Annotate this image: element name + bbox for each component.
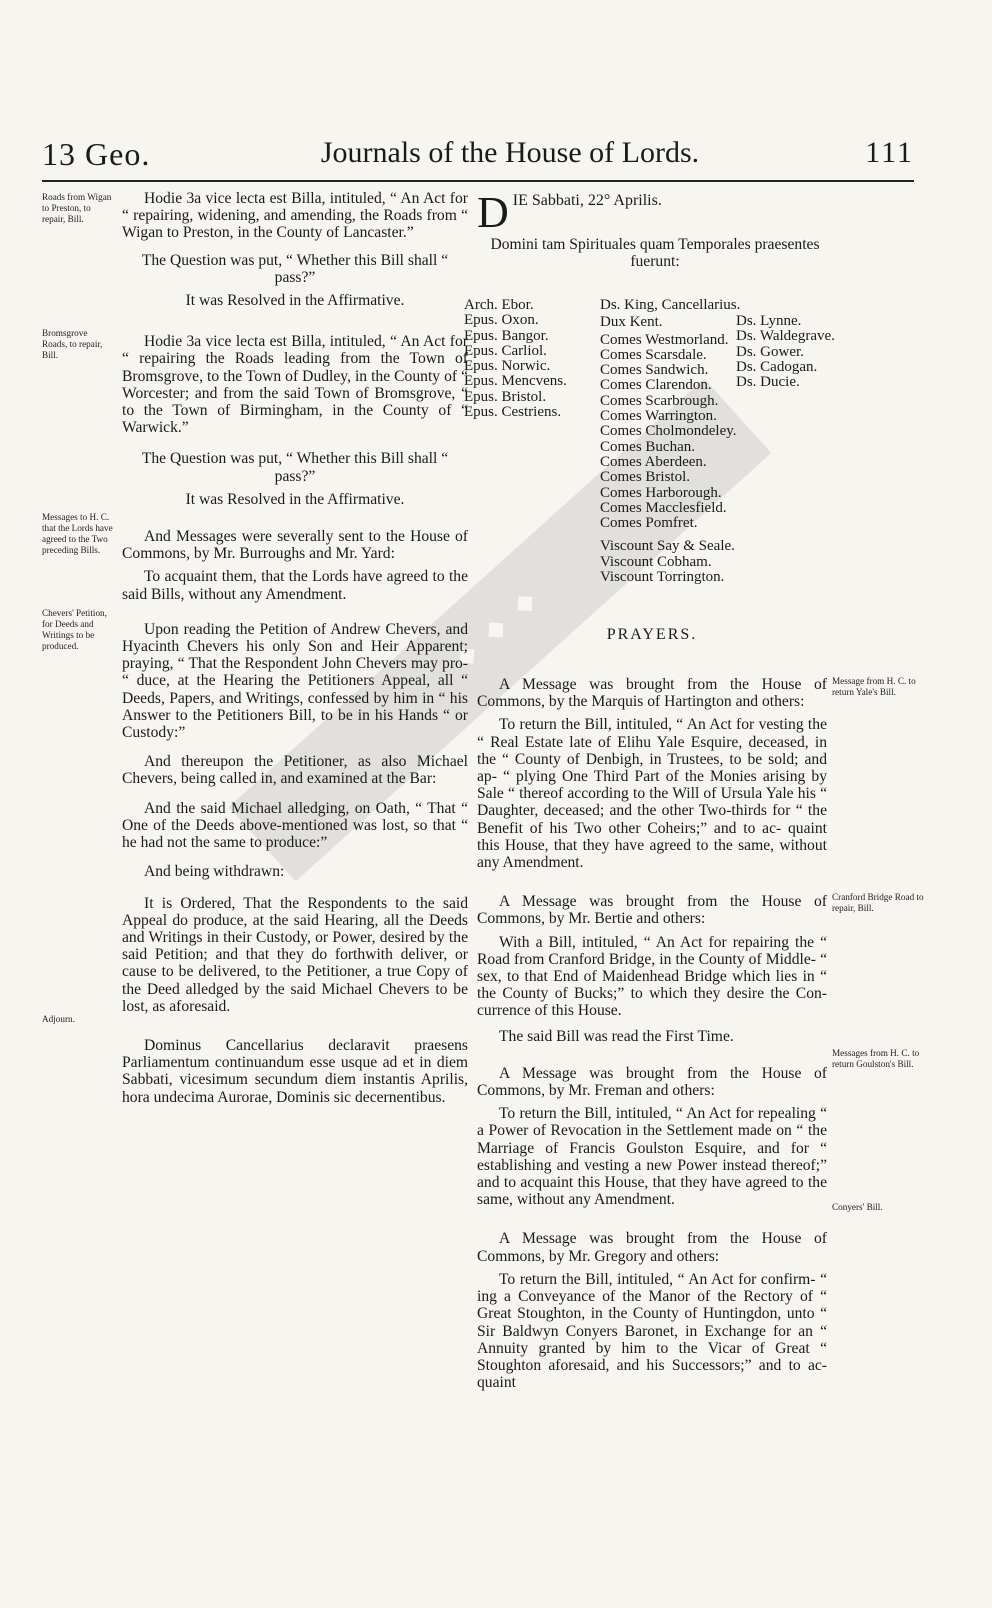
drop-cap: D <box>477 188 509 237</box>
paragraph: With a Bill, intituled, “ An Act for repairing the “ Road from Cranford Bridge, in the County of Middle- “ sex, to that End of Maidenhead Bridge which lies in “ the County of Bucks;” to which they desire the Con- currence of this House. <box>477 933 827 1020</box>
paragraph: It was Resolved in the Affirmative. <box>185 292 405 310</box>
paragraph: A Message was brought from the House of Commons, by Mr. Gregory and others: <box>477 1230 827 1265</box>
paragraph: The said Bill was read the First Time. <box>499 1027 734 1045</box>
temporal-lords-list <box>600 298 740 585</box>
barons-list <box>736 314 835 390</box>
lord-entry: Comes Harborough. <box>600 484 722 501</box>
paragraph: Upon reading the Petition of Andrew Chevers, and Hyacinth Chevers his only Son and Heir Apparent; praying, “ That the Respondent John Chevers may pro- “ duce, at the Hearing the Petitioners Appeal, all “ Deeds, Papers, and Writings, confessed by him in “ his Answer to the Petitioners Bill, to be in his Hands “ or Custody:” <box>122 620 468 742</box>
page-number: 111 <box>865 136 914 169</box>
paragraph: To return the Bill, intituled, “ An Act for vesting the “ Real Estate late of Elihu Yale Esquire, deceased, in the “ County of Denbigh, in Trustees, to be sold; and ap- “ plying One Third Part of the Monies arising by Sale “ thereof according to the Will of Ursula Yale his “ Daughter, deceased; and the other Two-thirds for “ the Benefit of his Two other Coheirs;” and to ac- quaint this House, that they have agreed to the same, without any Amendment. <box>477 716 827 872</box>
margin-note: Messages to H. C. that the Lords have agreed to the Two preceding Bills. <box>42 512 113 555</box>
lord-entry: Epus. Cestriens. <box>464 404 562 421</box>
lord-entry: Comes Westmorland. <box>600 331 729 348</box>
paragraph: And thereupon the Petitioner, as also Michael Chevers, being called in, and examined at the Bar: <box>122 753 468 788</box>
paragraph: And the said Michael alledging, on Oath, “ That “ One of the Deeds above-mentioned was lost, so that “ he had not the same to produce:” <box>122 799 468 852</box>
lord-entry: Arch. Ebor. <box>464 297 534 313</box>
date-line: IE Sabbati, 22° Aprilis. <box>512 192 662 209</box>
prayers-heading: PRAYERS. <box>606 626 698 643</box>
lord-entry: Ds. King, Cancellarius. <box>600 297 741 313</box>
lord-entry: Ds. Lynne. <box>736 313 802 329</box>
sitting-heading <box>477 188 827 237</box>
lord-entry: Ds. Ducie. <box>736 374 800 391</box>
paragraph: It is Ordered, That the Respondents to the said Appeal do produce, at the said Hearing, all the Deeds and Writings in their Custody, or Power, desired by the said Petition; and that they do forthwith deliver, or cause to be delivered, to the Petitioner, a true Copy of the Deed alledged by the said Michael Chevers to be lost, as aforesaid. <box>122 894 468 1015</box>
paragraph: Hodie 3a vice lecta est Billa, intituled, “ An Act for “ repairing the Roads leading from the Town of Bromsgrove, to the Town of Dudley, in the County of “ Worcester; and from the said Town of Bromsgrove, “ to the Town of Birmingham, in the County of “ Warwick.” <box>122 333 468 437</box>
lord-entry: Comes Clarendon. <box>600 377 712 394</box>
margin-note: Messages from H. C. to return Goulston's Bill. <box>832 1048 920 1069</box>
lord-entry: Comes Cholmondeley. <box>600 423 737 440</box>
paragraph: And being withdrawn: <box>144 863 285 881</box>
paragraph: It was Resolved in the Affirmative. <box>185 490 405 508</box>
paragraph: And Messages were severally sent to the House of Commons, by Mr. Burroughs and Mr. Yard: <box>122 528 468 563</box>
left-column <box>122 190 468 1106</box>
lord-entry: Epus. Bangor. <box>464 327 549 344</box>
lord-entry: Comes Pomfret. <box>600 515 698 532</box>
margin-note: Roads from Wigan to Preston, to repair, Bill. <box>42 192 112 224</box>
lord-entry: Ds. Gower. <box>736 343 804 360</box>
presentes-line: Domini tam Spirituales quam Temporales praesentes fuerunt: <box>490 236 820 271</box>
margin-note: Bromsgrove Roads, to repair, Bill. <box>42 328 103 360</box>
lord-entry: Comes Sandwich. <box>600 362 709 379</box>
page-header-title: Journals of the House of Lords. <box>320 136 700 169</box>
lord-entry: Ds. Cadogan. <box>736 358 818 375</box>
paragraph: The Question was put, “ Whether this Bill shall “ pass?” <box>141 251 449 286</box>
lord-entry: Viscount Torrington. <box>600 569 725 586</box>
paragraph: Hodie 3a vice lecta est Billa, intituled, “ An Act for “ repairing, widening, and amending, the Roads from “ Wigan to Preston, in the County of Lancaster.” <box>122 190 468 242</box>
paragraph: Dominus Cancellarius declaravit praesens Parliamentum continuandum esse usque ad et in diem Sabbati, vicesimum secundum diem instantis Aprilis, hora undecima Aurorae, Dominis sic decernentibus. <box>122 1036 468 1106</box>
margin-note: Chevers' Petition, for Deeds and Writings to be produced. <box>42 608 107 651</box>
lord-entry: Comes Warrington. <box>600 408 717 425</box>
paragraph: The Question was put, “ Whether this Bill shall “ pass?” <box>141 450 449 485</box>
lord-entry: Epus. Oxon. <box>464 312 539 329</box>
lord-entry: Epus. Norwic. <box>464 358 551 375</box>
margin-note: Cranford Bridge Road to repair, Bill. <box>832 892 924 913</box>
paragraph: A Message was brought from the House of Commons, by Mr. Bertie and others: <box>477 893 827 928</box>
lord-entry: Dux Kent. <box>600 314 663 331</box>
lord-entry: Comes Scarbrough. <box>600 392 719 409</box>
lord-entry: Comes Aberdeen. <box>600 453 707 470</box>
paragraph: To return the Bill, intituled, “ An Act for confirm- “ ing a Conveyance of the Manor of the Rectory of “ Great Stoughton, in the County of Huntingdon, unto “ Sir Baldwyn Conyers Baronet, in Exchange for an “ Annuity granted by him to the Vicar of Great “ Stoughton aforesaid, and his Successors;” and to ac- quaint <box>477 1270 827 1392</box>
lord-entry: Epus. Bristol. <box>464 388 547 405</box>
header-rule <box>42 180 914 182</box>
lord-entry: Comes Macclesfield. <box>600 499 727 516</box>
margin-note: Message from H. C. to return Yale's Bill. <box>832 676 916 697</box>
bishops-list <box>464 298 567 420</box>
right-column-body <box>477 676 827 1391</box>
lord-entry: Epus. Mencvens. <box>464 373 567 390</box>
margin-note: Adjourn. <box>42 1014 75 1024</box>
page-header-session: 13 Geo. <box>42 136 151 172</box>
lord-entry: Comes Buchan. <box>600 438 695 455</box>
lord-entry: Viscount Say & Seale. <box>600 538 735 555</box>
paragraph: A Message was brought from the House of Commons, by Mr. Freman and others: <box>477 1064 827 1100</box>
lord-entry: Comes Scarsdale. <box>600 346 707 363</box>
paragraph: A Message was brought from the House of Commons, by the Marquis of Hartington and others: <box>477 676 827 711</box>
lord-entry: Comes Bristol. <box>600 469 691 486</box>
watermark-logo: ◆ ◆ ◆ <box>189 334 812 926</box>
paragraph: To return the Bill, intituled, “ An Act for repealing “ a Power of Revocation in the Settlement made on “ the Marriage of Francis Goulston Esquire, and for “ establishing and vesting a new Power instead thereof;” and to acquaint this House, that they have agreed to the same, without any Amendment. <box>477 1105 827 1209</box>
lord-entry: Viscount Cobham. <box>600 553 712 570</box>
lord-entry: Ds. Waldegrave. <box>736 328 835 345</box>
paragraph: To acquaint them, that the Lords have agreed to the said Bills, without any Amendment. <box>122 568 468 603</box>
margin-note: Conyers' Bill. <box>832 1202 883 1212</box>
lord-entry: Epus. Carliol. <box>464 342 547 359</box>
